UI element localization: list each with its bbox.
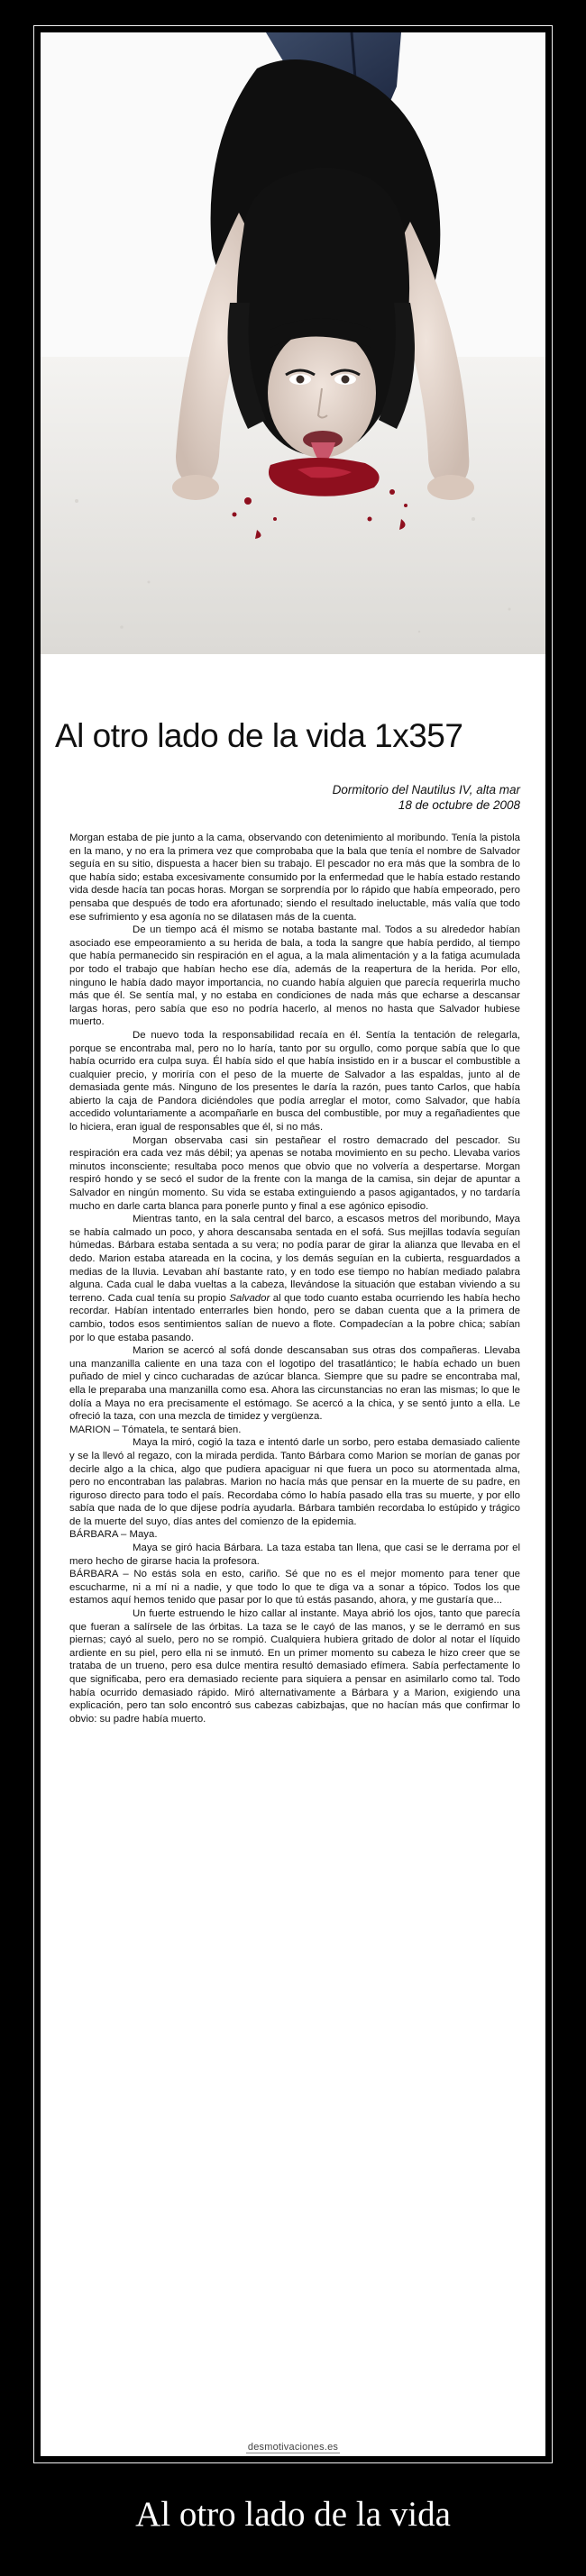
dateline-date: 18 de octubre de 2008 xyxy=(398,798,520,812)
paragraph-segment: al que todo cuanto estaba ocurriendo les había hecho recordar. Habían intentado enterrarles bien hondo, pero se daban cuenta que a la primera de cambio, todos esos sentimientos salían de nuevo a flote. Compadecían a la pobre chica; sabían por lo que estaba pasando. xyxy=(69,1292,520,1343)
paragraph-segment: Mientras tanto, en la sala central del barco, a escasos metros del moribundo, Maya se había calmado un poco, y ahora descansaba sentada en el sofá. Sus mejillas todavía seguían húmedas. Bárbara estaba sentada a su vera; no podía parar de girar la alianza que llevaba en el dedo. Marion estaba atareada en la cocina, y los demás seguían en la cubierta, resguardados a medias de la lluvia. Levaban ahí bastante rato, y en todo ese tiempo no habían mediado palabra alguna. Cada cual le daba vueltas a la cabeza, llevándose la situación que estaban viviendo a su terreno. Cada cual tenía su propio xyxy=(69,1214,520,1304)
story-text xyxy=(69,832,520,1725)
poster-frame xyxy=(33,25,553,2463)
paragraph: Maya se giró hacia Bárbara. La taza estaba tan llena, que casi se le derrama por el mero hecho de girarse hacia la profesora. xyxy=(69,1543,520,1567)
paragraph: Morgan estaba de pie junto a la cama, observando con detenimiento al moribundo. Tenía la pistola en la mano, y no era la primera vez que comprobaba que la bala que tenía el nombre de Salvador seguía en su sitio, dispuesta a hacer bien su trabajo. El pescador no era más que la sombra de lo que había sido; estaba excesivamente consumido por la enfermedad que le había estado restando vida desde hacía tan pocas horas. Morgan se sorprendía por lo rápido que había empeorado, pero pensaba que después de todo era afortunado; siendo el resultado ineluctable, más valía que todo ese sufrimiento y esa agonía no se dilatasen más de la cuenta. xyxy=(69,833,520,923)
paragraph xyxy=(69,1213,520,1344)
document-dateline xyxy=(160,782,520,813)
poster-caption: Al otro lado de la vida xyxy=(135,2495,451,2534)
italic-word: Salvador xyxy=(229,1292,270,1304)
site-watermark xyxy=(41,2442,545,2453)
dialogue-line: BÁRBARA – Maya. xyxy=(69,1529,158,1541)
paragraph: Un fuerte estruendo le hizo callar al instante. Maya abrió los ojos, tanto que parecía que fueran a salírsele de las órbitas. La taza se le cayó de las manos, y se le derramó en sus piernas; cayó al suelo, pero no se rompió. Cualquiera hubiera gritado de dolor al notar el líquido ardiente en su piel, pero ella ni se inmutó. En un primer momento su cabeza le hizo creer que se trataba de un trueno, pero esa dulce mentira resultó demasiado efímera. Sabía perfectamente lo que significaba, pero era demasiado reciente para siquiera a pensar en asimilarlo como tal. Todo había ocurrido demasiado rápido. Miró alternativamente a Bárbara y a Marion, exigiendo una explicación, pero tan solo encontró sus cabezas cabizbajas, que no hacían más que confirmar lo obvio: su padre había muerto. xyxy=(69,1608,520,1725)
dialogue-line: MARION – Tómatela, te sentará bien. xyxy=(69,1424,242,1435)
poster-illustration xyxy=(41,32,545,654)
paragraph: Morgan observaba casi sin pestañear el rostro demacrado del pescador. Su respiración era cada vez más débil; ya apenas se notaba movimiento en su pecho. Llevaba varios minutos inconsciente; resultaba poco menos que obvio que no volvería a despertarse. Morgan respiró hondo y se secó el sudor de la frente con la manga de la camisa, sin dejar de apuntar a Salvador en ningún momento. Su vida se estaba extinguiendo a pasos agigantados, y no tardaría mucho en darle carta blanca para ponerle punto y final a ese agónico episodio. xyxy=(69,1134,520,1212)
watermark-text: desmotivaciones.es xyxy=(247,2442,339,2453)
paragraph: De un tiempo acá él mismo se notaba bastante mal. Todos a su alrededor habían asociado ese empeoramiento a su herida de bala, a toda la sangre que había perdido, al tiempo que había permanecido sin respiración en el agua, a la mala alimentación y a la fatiga acumulada por todo el trabajo que habían hecho ese día, además de la reapertura de la herida. Por ello, ninguno le había dado mayor importancia, no cuando había alguien que parecía requerirla mucho más que él. Se sentía mal, y no estaba en condiciones de nada más que echarse a descansar largas horas, pero sabía que eso no podría hacerlo, al menos no hasta que Salvador hubiese muerto. xyxy=(69,924,520,1028)
dialogue-line: BÁRBARA – No estás sola en esto, cariño. Sé que no es el mejor momento para tener que escucharme, ni a mí ni a nadie, y que todo lo que te diga va a sonar a tópico. Todos los que estamos aquí hemos tenido que pasar por lo que tú estás pasando, ahora, y me gustaría que... xyxy=(69,1569,520,1607)
paragraph: Maya la miró, cogió la taza e intentó darle un sorbo, pero estaba demasiado caliente y se la llevó al regazo, con la mirada perdida. Tanto Bárbara como Marion se morían de ganas por decirle algo a la chica, algo que pudiera apaciguar ni que fuera un poco su atormentada alma, pero no encontraban las palabras. Marion no hacía más que pensar en la muerte de su padre, en riguroso directo para todo el país. Recordaba cómo lo había pasado ella tras su muerte, y por ello sabía que nada de lo que dijese podría ayudarla. Bárbara también recordaba lo estúpido y trágico de la muerte del suyo, días antes del comienzo de la epidemia. xyxy=(69,1437,520,1527)
paragraph: Marion se acercó al sofá donde descansaban sus otras dos compañeras. Llevaba una manzanilla caliente en una taza con el logotipo del trasatlántico; le había echado un buen puñado de miel y cinco cucharadas de azúcar blanca. Siempre que su padre se encontraba mal, ella le preparaba una manzanilla como esa. Ahora las circunstancias no eran las mismas; lo que le dolía a Maya no era precisamente el estómago. Se acercó a la chica, y se sentó junto a ella. Le ofreció la taza, con una mezcla de timidez y vergüenza. xyxy=(69,1345,520,1423)
paragraph: De nuevo toda la responsabilidad recaía en él. Sentía la tentación de relegarla, porque se encontraba mal, pero no lo haría, tanto por su orgullo, como porque sabía que lo que había ocurrido era culpa suya. Él había sido el que había insistido en ir a buscar el combustible a cualquier precio, y moriría con el peso de la muerte de Salvador a las espaldas, junto al de demasiada gente más. Ninguno de los presentes le daría la razón, pues tanto Carlos, que había abierto la caja de Pandora diciéndoles que podía arreglar el motor, como Salvador, que había accedido voluntariamente a acompañarle en busca del combustible, por muy a regañadientes que lo hiciera, eran igual de responsables que él, si no más. xyxy=(69,1029,520,1133)
poster-panel xyxy=(41,32,545,2456)
dateline-location: Dormitorio del Nautilus IV, alta mar xyxy=(332,783,520,796)
document-title: Al otro lado de la vida 1x357 xyxy=(55,717,463,754)
